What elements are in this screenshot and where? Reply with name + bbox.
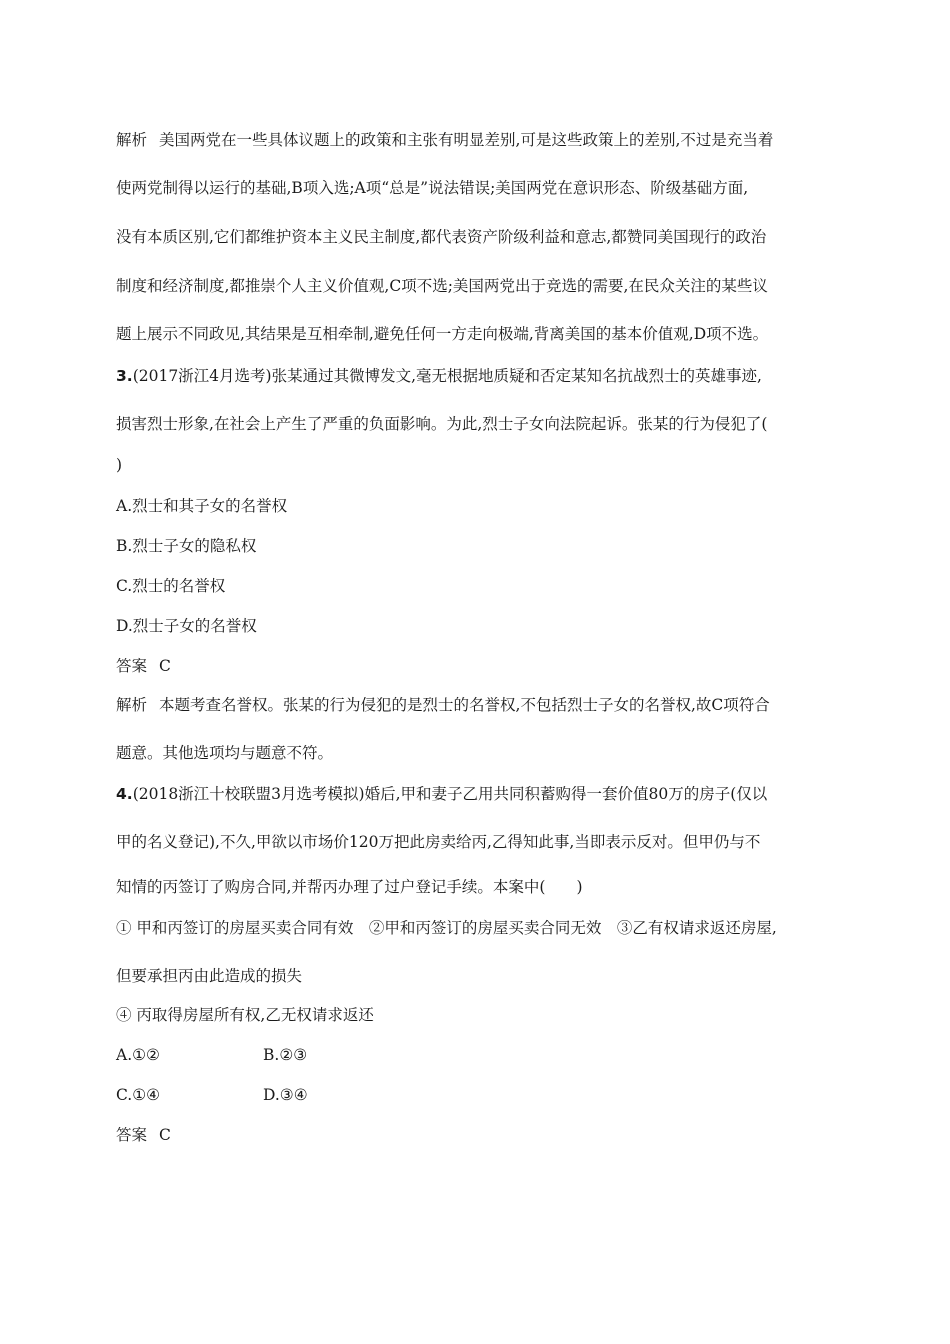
option-a: A.①②: [116, 1046, 160, 1064]
question-4-stem-line: 知情的丙签订了购房合同,并帮丙办理了过户登记手续。本案中( ): [116, 878, 583, 896]
option-d: D.③④: [263, 1086, 308, 1104]
analysis-line: 使两党制得以运行的基础,B项入选;A项“总是”说法错误;美国两党在意识形态、阶级基础方面,: [116, 179, 749, 197]
analysis-label: 解析: [116, 696, 148, 714]
analysis-line: 题上展示不同政见,其结果是互相牵制,避免任何一方走向极端,背离美国的基本价值观,D项不选。: [116, 325, 769, 343]
question-3-stem-line: 损害烈士形象,在社会上产生了严重的负面影响。为此,烈士子女向法院起诉。张某的行为侵犯了(: [116, 415, 768, 433]
answer-line: [116, 1125, 836, 1145]
answer-value: C: [159, 657, 171, 675]
question-number: 4.: [116, 785, 133, 803]
question-number: 3.: [116, 367, 133, 385]
answer-label: 答案: [116, 657, 148, 675]
question-4-stem-line: 甲的名义登记),不久,甲欲以市场价120万把此房卖给丙,乙得知此事,当即表示反对。但甲仍与不: [116, 833, 761, 851]
question-3-stem-line: ): [116, 456, 123, 474]
analysis-line: 制度和经济制度,都推崇个人主义价值观,C项不选;美国两党出于竞选的需要,在民众关注的某些议: [116, 277, 768, 295]
answer-value: C: [159, 1126, 171, 1144]
statement-line: ④ 丙取得房屋所有权,乙无权请求返还: [116, 1006, 374, 1024]
option-a: A.烈士和其子女的名誉权: [116, 497, 288, 515]
analysis-line: 解析 本题考查名誉权。张某的行为侵犯的是烈士的名誉权,不包括烈士子女的名誉权,故C项符合: [116, 696, 770, 714]
analysis-line: 没有本质区别,它们都维护资本主义民主制度,都代表资产阶级利益和意志,都赞同美国现行的政治: [116, 228, 767, 246]
statement-line: ① 甲和丙签订的房屋买卖合同有效 ②甲和丙签订的房屋买卖合同无效 ③乙有权请求返还房屋,: [116, 919, 777, 937]
option-b: B.②③: [263, 1046, 308, 1064]
option-b: B.烈士子女的隐私权: [116, 537, 257, 555]
answer-label: 答案: [116, 1126, 148, 1144]
analysis-label: 解析: [116, 131, 148, 149]
statement-line: 但要承担丙由此造成的损失: [116, 967, 303, 985]
question-3-stem-line: 3.(2017浙江4月选考)张某通过其微博发文,毫无根据地质疑和否定某知名抗战烈士的英雄事迹,: [116, 367, 762, 385]
option-c: C.①④: [116, 1086, 161, 1104]
analysis-line: 题意。其他选项均与题意不符。: [116, 744, 334, 762]
answer-line: [116, 656, 836, 676]
option-d: D.烈士子女的名誉权: [116, 617, 257, 635]
option-c: C.烈士的名誉权: [116, 577, 226, 595]
question-4-stem-line: 4.(2018浙江十校联盟3月选考模拟)婚后,甲和妻子乙用共同积蓄购得一套价值80万的房子(仅以: [116, 785, 768, 803]
analysis-line: 解析 美国两党在一些具体议题上的政策和主张有明显差别,可是这些政策上的差别,不过是充当着: [116, 131, 774, 149]
